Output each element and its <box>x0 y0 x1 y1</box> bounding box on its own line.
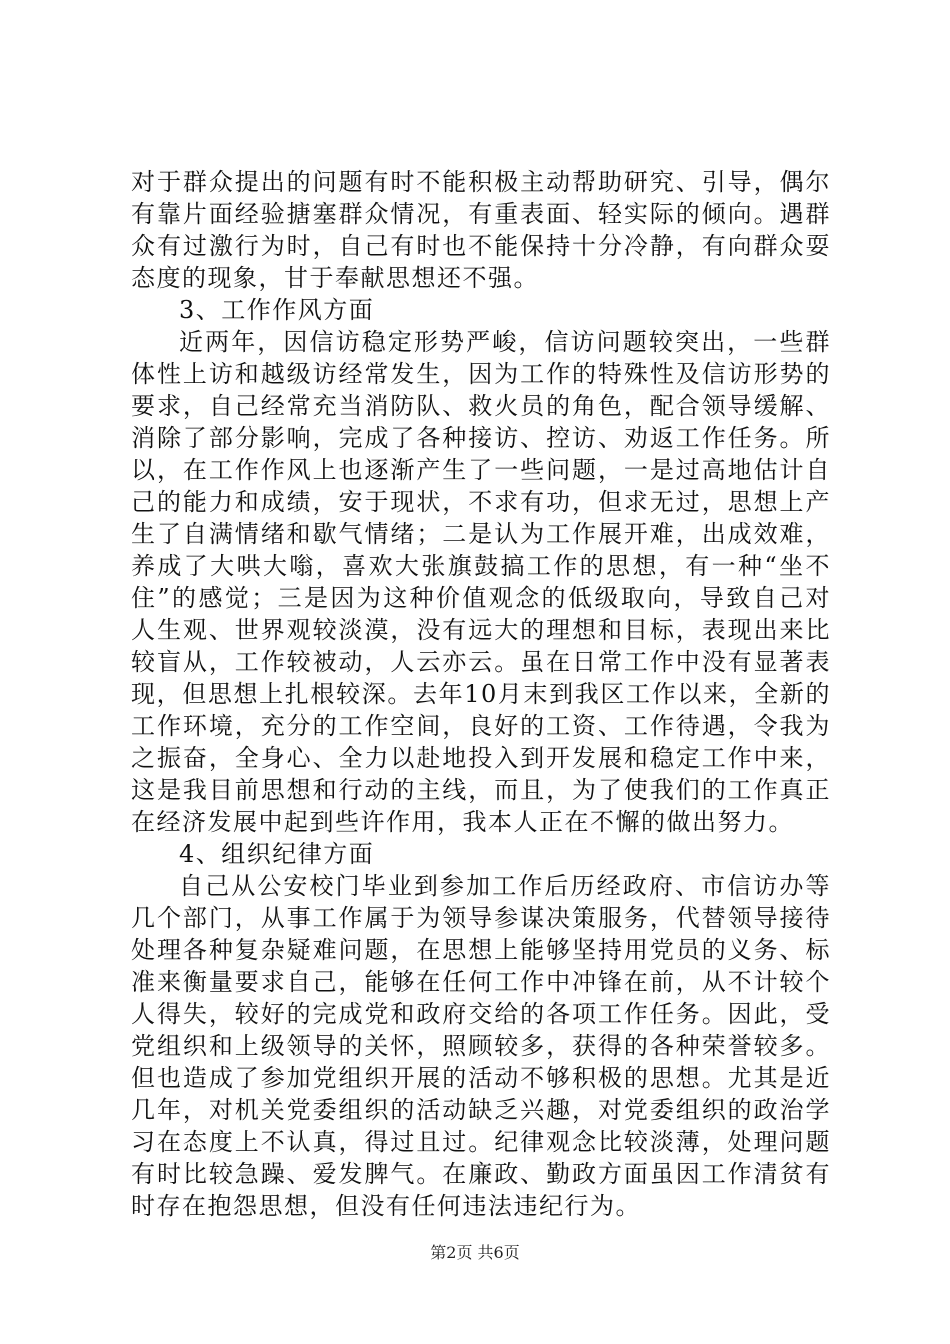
paragraph-discipline: 自己从公安校门毕业到参加工作后历经政府、市信访办等几个部门，从事工作属于为领导参谋决策服务，代替领导接待处理各种复杂疑难问题，在思想上能够坚持用党员的义务、标准来衡量要求自己，能够在任何工作中冲锋在前，从不计较个人得失，较好的完成党和政府交给的各项工作任务。因此，受党组织和上级领导的关怀，照顾较多，获得的各种荣誉较多。但也造成了参加党组织开展的活动不够积极的思想。尤其是近几年，对机关党委组织的活动缺乏兴趣，对党委组织的政治学习在态度上不认真，得过且过。纪律观念比较淡薄，处理问题有时比较急躁、爱发脾气。在廉政、勤政方面虽因工作清贫有时存在抱怨思想，但没有任何违法违纪行为。 <box>131 872 831 1220</box>
section-heading-discipline: 4、组织纪律方面 <box>179 840 375 868</box>
document-body <box>131 166 831 1222</box>
paragraph-continuation: 对于群众提出的问题有时不能积极主动帮助研究、引导，偶尔有靠片面经验搪塞群众情况，有重表面、轻实际的倾向。遇群众有过激行为时，自己有时也不能保持十分冷静，有向群众耍态度的现象，甘于奉献思想还不强。 <box>131 168 831 292</box>
section-heading-work-style: 3、工作作风方面 <box>179 296 375 324</box>
page-number-footer: 第2页 共6页 <box>430 1243 520 1262</box>
paragraph-work-style: 近两年，因信访稳定形势严峻，信访问题较突出，一些群体性上访和越级访经常发生，因为工作的特殊性及信访形势的要求，自己经常充当消防队、救火员的角色，配合领导缓解、消除了部分影响，完成了各种接访、控访、劝返工作任务。所以，在工作作风上也逐渐产生了一些问题，一是过高地估计自己的能力和成绩，安于现状，不求有功，但求无过，思想上产生了自满情绪和歇气情绪；二是认为工作展开难，出成效难，养成了大哄大嗡，喜欢大张旗鼓搞工作的思想，有一种“坐不住”的感觉；三是因为这种价值观念的低级取向，导致自己对人生观、世界观较淡漠，没有远大的理想和目标，表现出来比较盲从，工作较被动，人云亦云。虽在日常工作中没有显著表现，但思想上扎根较深。去年10月末到我区工作以来，全新的工作环境，充分的工作空间，良好的工资、工作待遇，令我为之振奋，全身心、全力以赴地投入到开发展和稳定工作中来，这是我目前思想和行动的主线，而且，为了使我们的工作真正在经济发展中起到些许作用，我本人正在不懈的做出努力。 <box>131 328 831 836</box>
